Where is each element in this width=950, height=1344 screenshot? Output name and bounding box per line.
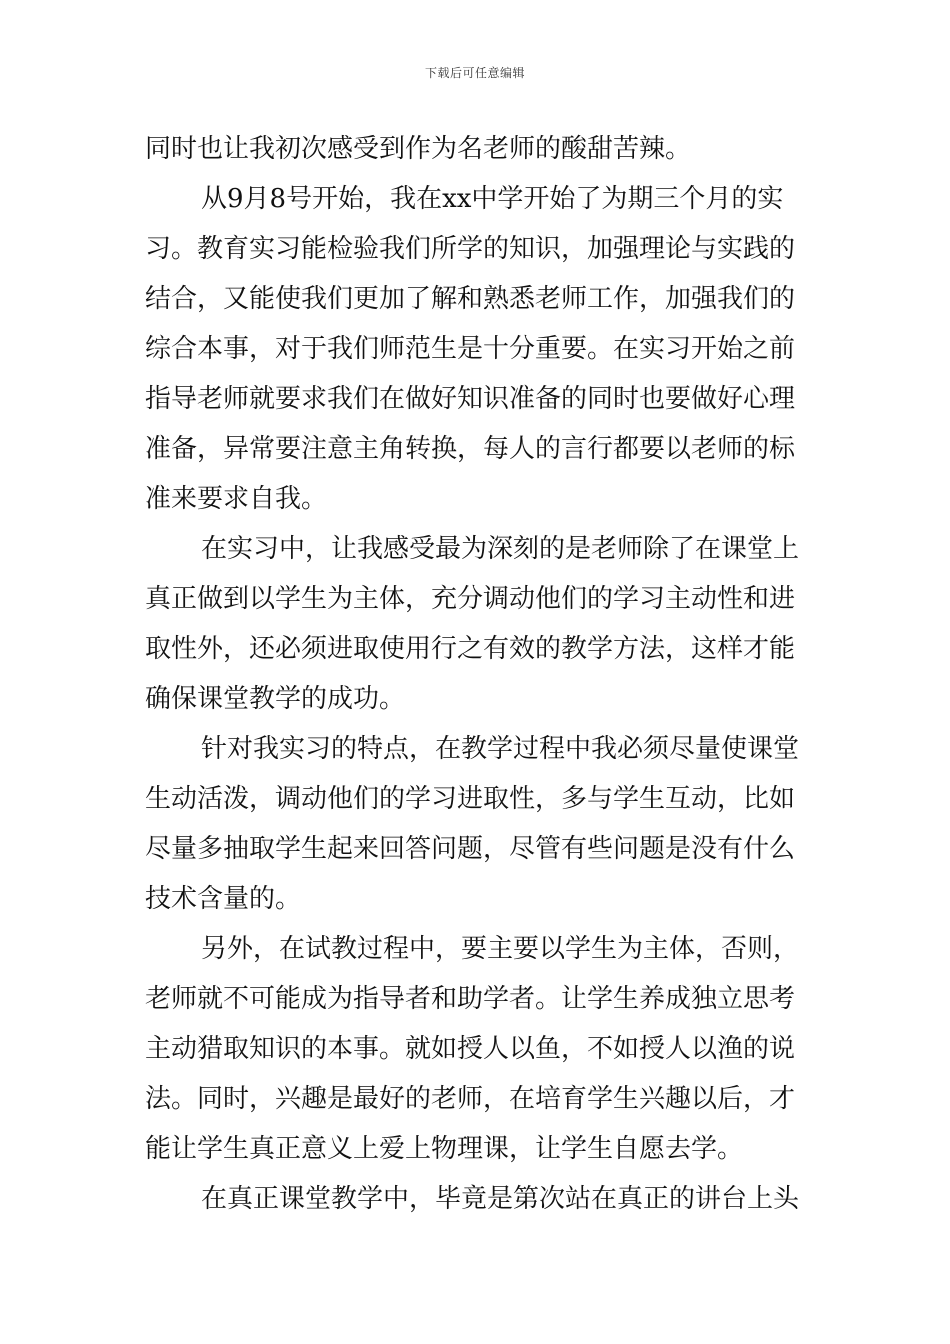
text-line: 结合，又能使我们更加了解和熟悉老师工作，加强我们的 [145, 284, 796, 314]
text-line: 主动猎取知识的本事。就如授人以鱼，不如授人以渔的说 [145, 1034, 796, 1064]
text-line: 老师就不可能成为指导者和助学者。让学生养成独立思考 [145, 984, 796, 1014]
paragraph-start-line: 在实习中，让我感受最为深刻的是老师除了在课堂上 [201, 534, 800, 564]
text-line: 准来要求自我。 [145, 484, 328, 514]
text-line: 取性外，还必须进取使用行之有效的教学方法，这样才能 [145, 634, 796, 664]
text-line: 尽量多抽取学生起来回答问题，尽管有些问题是没有什么 [145, 834, 796, 864]
text-line: 确保课堂教学的成功。 [145, 684, 406, 714]
text-line: 指导老师就要求我们在做好知识准备的同时也要做好心理 [145, 384, 796, 414]
text-line: 习。教育实习能检验我们所学的知识，加强理论与实践的 [145, 234, 796, 264]
text-line: 同时也让我初次感受到作为名老师的酸甜苦辣。 [145, 134, 692, 164]
text-line: 准备，异常要注意主角转换，每人的言行都要以老师的标 [145, 434, 796, 464]
page-header: 下载后可任意编辑 [424, 66, 525, 80]
text-line: 综合本事，对于我们师范生是十分重要。在实习开始之前 [145, 334, 796, 364]
body-text [145, 124, 805, 1224]
paragraph-start-line: 针对我实习的特点，在教学过程中我必须尽量使课堂 [201, 734, 800, 764]
paragraph-start-line: 另外，在试教过程中，要主要以学生为主体，否则， [201, 934, 800, 964]
text-line: 技术含量的。 [145, 884, 302, 914]
text-line: 生动活泼，调动他们的学习进取性，多与学生互动，比如 [145, 784, 796, 814]
text-line: 真正做到以学生为主体，充分调动他们的学习主动性和进 [145, 584, 796, 614]
text-line: 法。同时，兴趣是最好的老师，在培育学生兴趣以后，才 [145, 1084, 796, 1114]
text-line: 能让学生真正意义上爱上物理课，让学生自愿去学。 [145, 1134, 744, 1164]
paragraph-start-line: 从9月8号开始，我在xx中学开始了为期三个月的实 [201, 184, 784, 214]
paragraph-start-line: 在真正课堂教学中，毕竟是第次站在真正的讲台上头 [201, 1184, 800, 1214]
